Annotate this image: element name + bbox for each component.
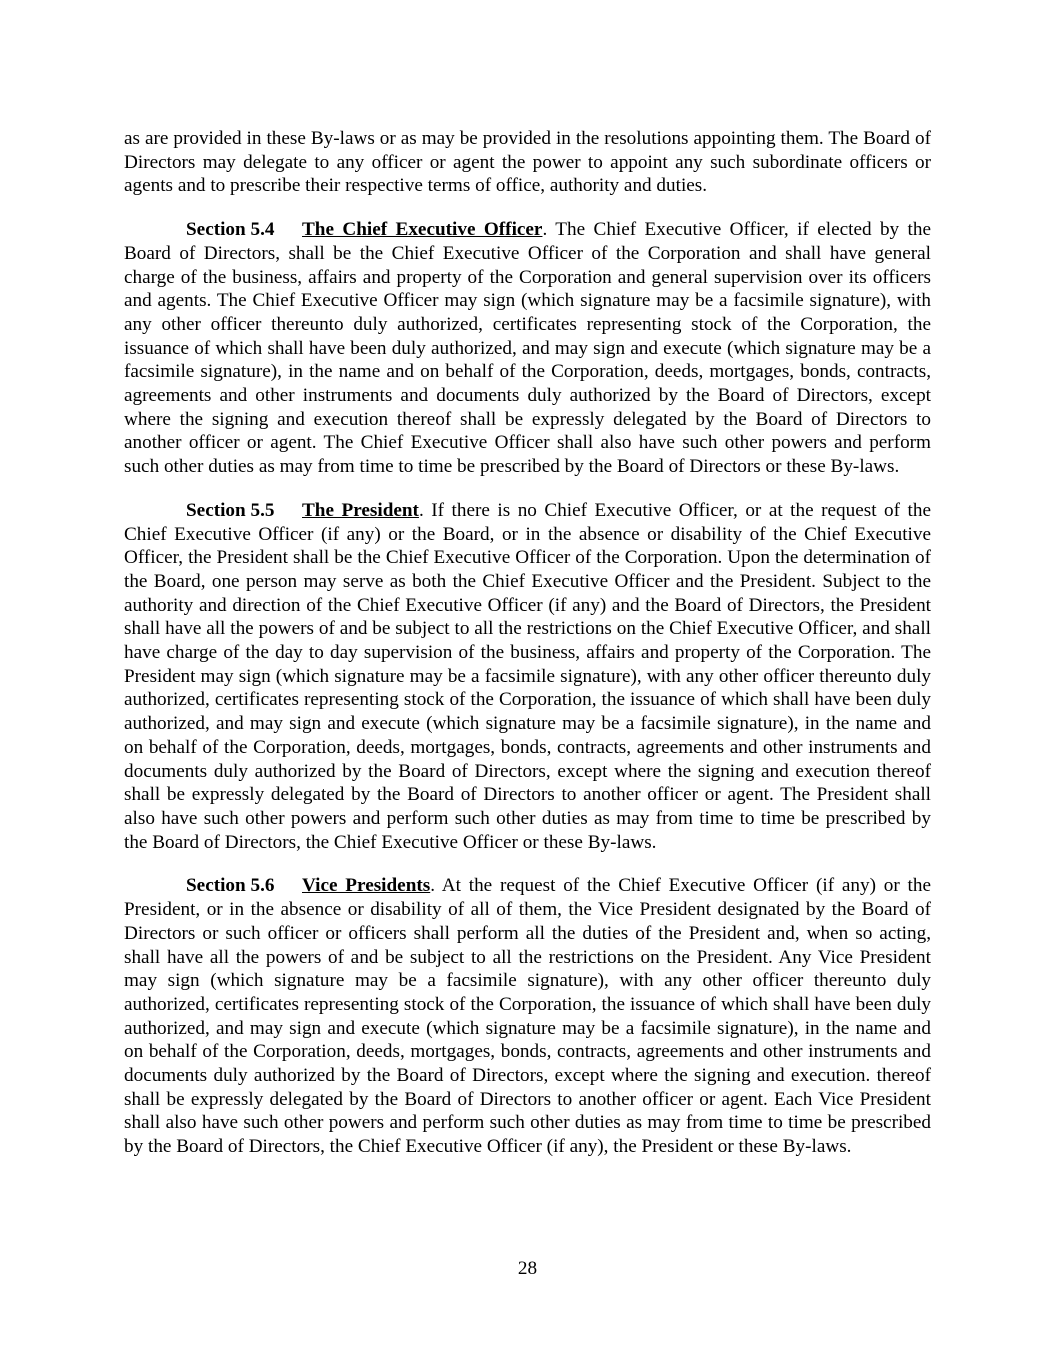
continuation-paragraph: as are provided in these By-laws or as may be provided in the resolutions appointing them. The Board of Directors may delegate to any officer or agent the power to appoint any such subordinate officers or agents and to prescribe their respective terms of office, authority and duties. <box>124 128 931 197</box>
page-number: 28 <box>517 1258 538 1279</box>
section-body: . If there is no Chief Executive Officer, or at the request of the Chief Executive Officer (if any) or the Board, or in the absence or disability of the Chief Executive Officer, the President shall be the Chief Executive Officer of the Corporation. Upon the determination of the Board, one person may serve as both the Chief Executive Officer and the President. Subject to the authority and direction of the Chief Executive Officer (if any) and the Board of Directors, the President shall have all the powers of and be subject to all the restrictions on the Chief Executive Officer, and shall have charge of the day to day supervision of the business, affairs and property of the Corporation. The President may sign (which signature may be a facsimile signature), with any other officer thereunto duly authorized, certificates representing stock of the Corporation, the issuance of which shall have been duly authorized, and may sign and execute (which signature may be a facsimile signature), in the name and on behalf of the Corporation, deeds, mortgages, bonds, contracts, agreements and other instruments and documents duly authorized by the Board of Directors, except where the signing and execution thereof shall be expressly delegated by the Board of Directors to another officer or agent. The President shall also have such other powers and perform such other duties as may from time to time be prescribed by the Board of Directors, the Chief Executive Officer or these By-laws. <box>124 499 931 853</box>
section-number: Section 5.4 <box>186 219 275 241</box>
section-5-5 <box>124 499 931 855</box>
section-title: Vice Presidents <box>302 875 431 897</box>
section-5-6 <box>124 874 931 1158</box>
section-5-4 <box>124 218 931 479</box>
section-number: Section 5.6 <box>186 875 275 897</box>
section-body: . The Chief Executive Officer, if elected by the Board of Directors, shall be the Chief Executive Officer of the Corporation and shall have general charge of the business, affairs and property of the Corporation and general supervision over its officers and agents. The Chief Executive Officer may sign (which signature may be a facsimile signature), with any other officer thereunto duly authorized, certificates representing stock of the Corporation, the issuance of which shall have been duly authorized, and may sign and execute (which signature may be a facsimile signature), in the name and on behalf of the Corporation, deeds, mortgages, bonds, contracts, agreements and other instruments and documents duly authorized by the Board of Directors, except where the signing and execution thereof shall be expressly delegated by the Board of Directors to another officer or agent. The Chief Executive Officer shall also have such other powers and perform such other duties as may from time to time be prescribed by the Board of Directors or these By-laws. <box>124 219 931 478</box>
section-title: The President <box>302 499 419 521</box>
section-body: . At the request of the Chief Executive Officer (if any) or the President, or in the absence or disability of all of them, the Vice President designated by the Board of Directors or such officer or officers shall perform all the duties of the President and, when so acting, shall have all the powers of and be subject to all the restrictions on the President. Any Vice President may sign (which signature may be a facsimile signature), with any other officer thereunto duly authorized, certificates representing stock of the Corporation, the issuance of which shall have been duly authorized, and may sign and execute (which signature may be a facsimile signature), in the name and on behalf of the Corporation, deeds, mortgages, bonds, contracts, agreements and other instruments and documents duly authorized by the Board of Directors, except where the signing and execution. thereof shall be expressly delegated by the Board of Directors to another officer or agent. Each Vice President shall also have such other powers and perform such other duties as may from time to time be prescribed by the Board of Directors, the Chief Executive Officer (if any), the President or these By-laws. <box>124 875 931 1158</box>
section-title: The Chief Executive Officer <box>302 219 543 241</box>
section-number: Section 5.5 <box>186 499 275 521</box>
document-page <box>124 127 931 1159</box>
